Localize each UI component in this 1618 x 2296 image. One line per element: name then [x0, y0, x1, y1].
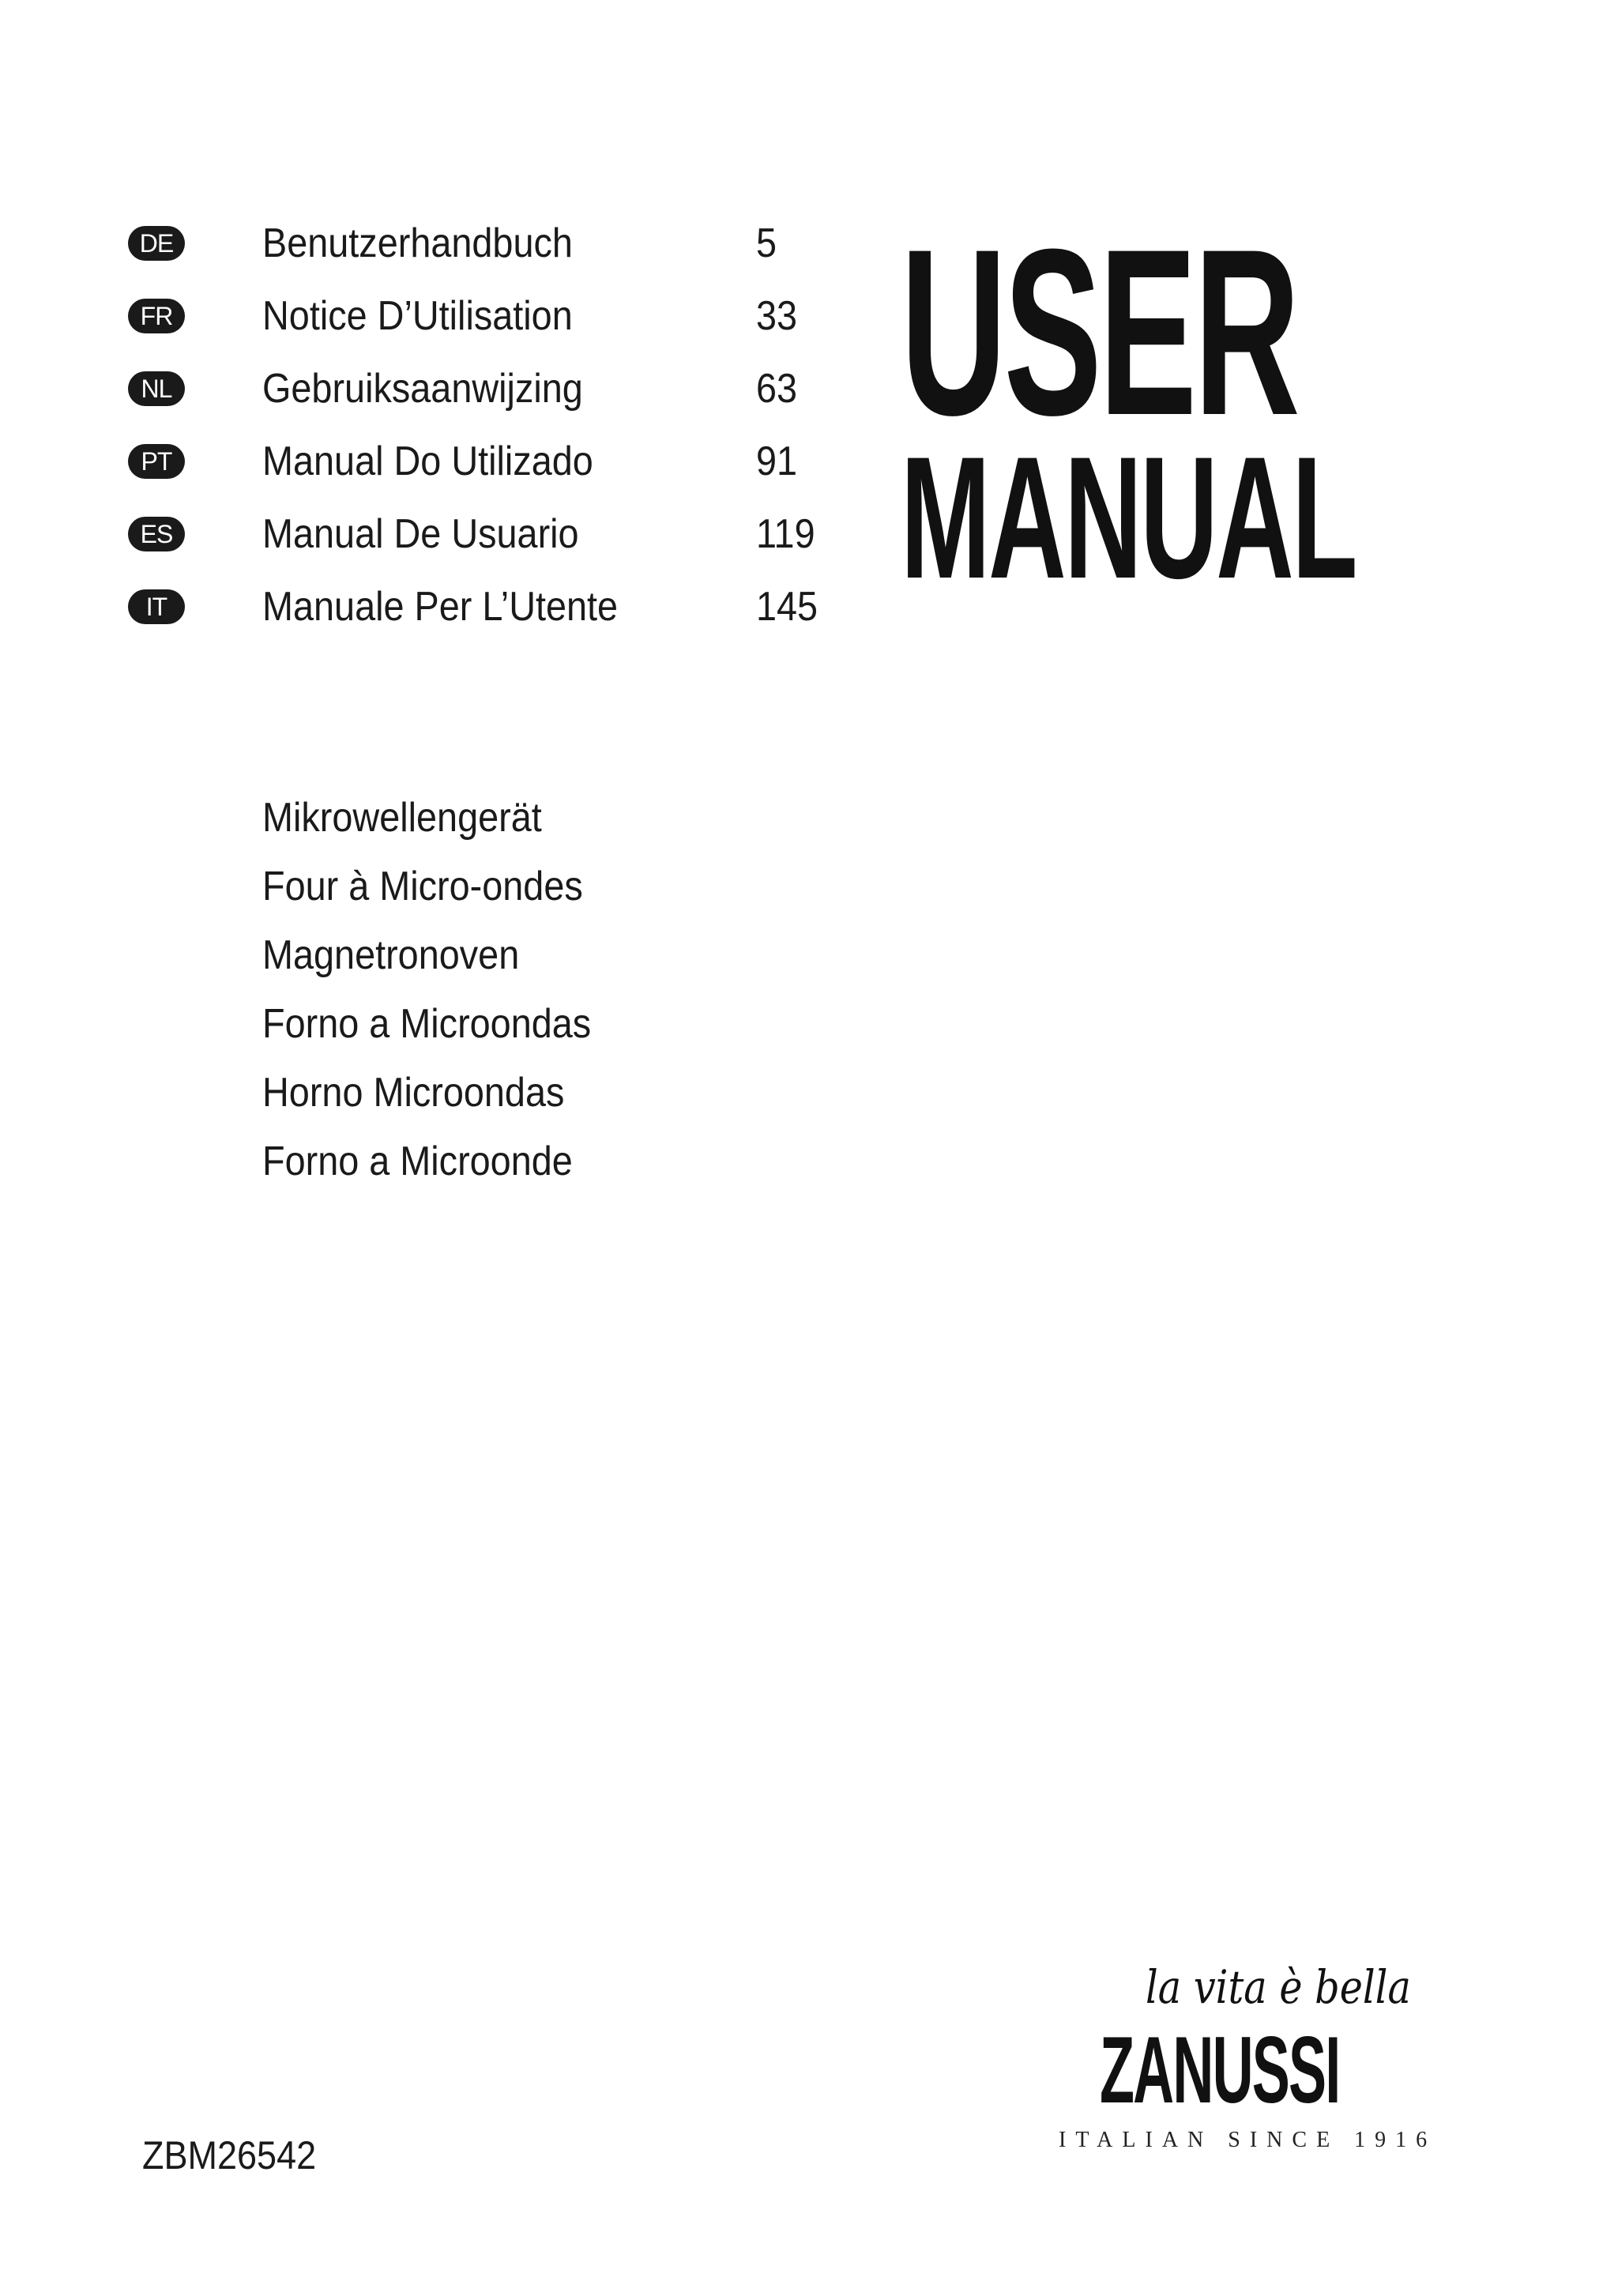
- language-code-badge: NL: [128, 371, 185, 406]
- cover-heading: [901, 199, 1454, 615]
- heading-manual: MANUAL: [901, 420, 1356, 615]
- language-code-badge: IT: [128, 589, 185, 624]
- logo-brand: ZANUSSI: [1100, 2017, 1340, 2123]
- product-name-pt: Forno a Microondas: [262, 1001, 592, 1047]
- language-code-badge: ES: [128, 517, 185, 551]
- language-page-number: 63: [756, 366, 798, 412]
- language-page-number: 145: [756, 584, 818, 630]
- language-page-number: 33: [756, 293, 798, 339]
- zanussi-logo: [1059, 1959, 1454, 2165]
- language-row-it: [128, 582, 839, 654]
- model-number: ZBM26542: [142, 2133, 317, 2177]
- language-code-badge: PT: [128, 444, 185, 479]
- language-row-fr: [128, 291, 839, 363]
- product-name-nl: Magnetronoven: [262, 932, 520, 978]
- language-code-badge: FR: [128, 299, 185, 333]
- language-manual-title: Manual Do Utilizado: [262, 438, 593, 484]
- language-row-nl: [128, 363, 839, 436]
- language-code-badge: DE: [128, 226, 185, 261]
- language-row-de: [128, 218, 839, 291]
- logo-tagline: la vita è bella: [1146, 1960, 1411, 2014]
- product-name-es: Horno Microondas: [262, 1070, 565, 1116]
- language-manual-title: Manual De Usuario: [262, 511, 579, 557]
- language-row-es: [128, 509, 839, 582]
- language-manual-title: Manuale Per L’Utente: [262, 584, 619, 630]
- language-row-pt: [128, 436, 839, 509]
- language-page-number: 5: [756, 220, 777, 266]
- language-manual-title: Benutzerhandbuch: [262, 220, 573, 266]
- language-index: [128, 218, 839, 654]
- language-page-number: 119: [756, 511, 815, 557]
- product-name-fr: Four à Micro-ondes: [262, 864, 583, 909]
- logo-since: ITALIAN SINCE 1916: [1059, 2128, 1437, 2152]
- language-page-number: 91: [756, 438, 798, 484]
- product-names: [262, 784, 627, 1196]
- heading-user: USER: [901, 199, 1297, 465]
- product-name-it: Forno a Microonde: [262, 1139, 573, 1184]
- product-name-de: Mikrowellengerät: [262, 795, 542, 841]
- language-manual-title: Gebruiksaanwijzing: [262, 366, 583, 412]
- language-manual-title: Notice D’Utilisation: [262, 293, 573, 339]
